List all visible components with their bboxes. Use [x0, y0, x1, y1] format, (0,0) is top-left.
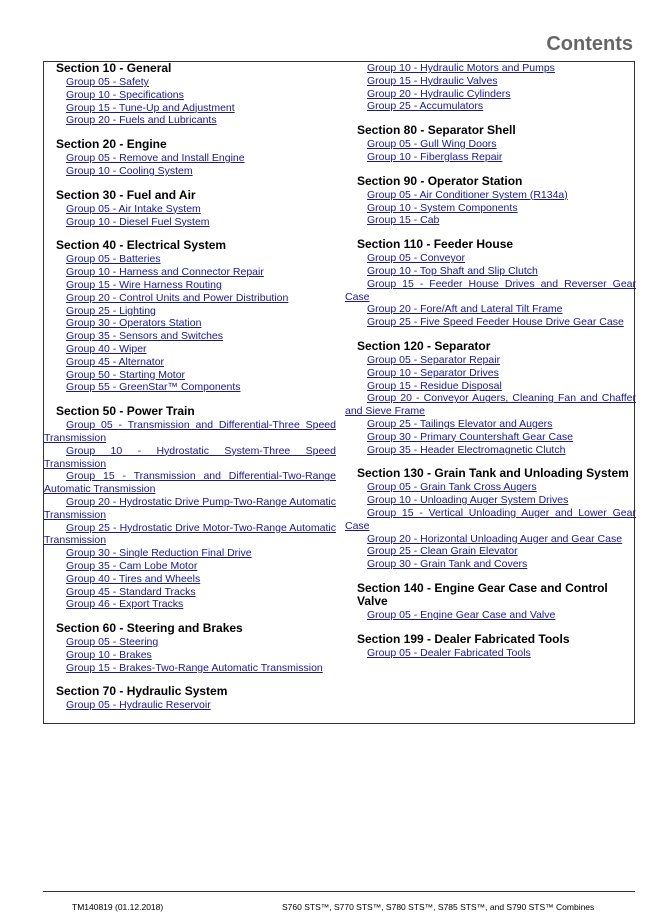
group-link[interactable]: Group 15 - Transmission and Differential-Two-Range Automatic Transmission — [44, 470, 336, 496]
section-title: Section 10 - General — [56, 61, 172, 75]
group-link[interactable]: Group 15 - Cab — [367, 214, 440, 227]
group-link[interactable]: Group 46 - Export Tracks — [66, 598, 184, 611]
group-link[interactable]: Group 05 - Air Conditioner System (R134a) — [367, 188, 568, 201]
section-title: Section 90 - Operator Station — [357, 173, 523, 188]
section — [345, 113, 636, 164]
group-link[interactable]: Group 05 - Gull Wing Doors — [367, 138, 497, 151]
section — [345, 227, 636, 329]
section-title: Section 20 - Engine — [56, 137, 167, 152]
group-link[interactable]: Group 55 - GreenStar™ Components — [66, 381, 241, 394]
group-link[interactable]: Group 25 - Hydrostatic Drive Motor-Two-Range Automatic Transmission — [44, 521, 336, 547]
section — [345, 622, 636, 660]
group-link[interactable]: Group 30 - Operators Station — [66, 317, 202, 330]
group-link[interactable]: Group 30 - Grain Tank and Covers — [367, 558, 528, 571]
section — [44, 228, 336, 394]
section — [44, 674, 336, 712]
group-link[interactable]: Group 05 - Engine Gear Case and Valve — [367, 608, 556, 621]
section — [44, 178, 336, 229]
section-title: Section 70 - Hydraulic System — [56, 684, 228, 699]
section-title: Section 60 - Steering and Brakes — [56, 621, 243, 636]
group-link[interactable]: Group 05 - Dealer Fabricated Tools — [367, 646, 531, 659]
group-link[interactable]: Group 40 - Wiper — [66, 342, 147, 355]
group-link[interactable]: Group 10 - Specifications — [66, 88, 184, 101]
footer-rule — [43, 891, 635, 892]
left-column — [44, 62, 336, 712]
group-link[interactable]: Group 25 - Five Speed Feeder House Drive Gear Case — [367, 316, 624, 329]
group-link[interactable]: Group 15 - Wire Harness Routing — [66, 278, 222, 291]
section — [345, 571, 636, 622]
section — [44, 62, 336, 127]
group-link[interactable]: Group 10 - Brakes — [66, 648, 152, 661]
group-link[interactable]: Group 25 - Clean Grain Elevator — [367, 545, 518, 558]
group-link[interactable]: Group 35 - Sensors and Switches — [66, 330, 223, 343]
section — [345, 456, 636, 571]
group-link[interactable]: Group 05 - Steering — [66, 636, 159, 649]
group-link[interactable]: Group 10 - Fiberglass Repair — [367, 150, 503, 163]
section-title: Section 110 - Feeder House — [357, 237, 514, 252]
section-title: Section 40 - Electrical System — [56, 238, 227, 253]
section-title: Section 50 - Power Train — [56, 404, 195, 419]
section-title: Section 140 - Engine Gear Case and Control Valve — [357, 580, 608, 608]
section-title: Section 30 - Fuel and Air — [56, 187, 196, 202]
page-title: Contents — [546, 33, 633, 55]
group-link[interactable]: Group 20 - Conveyor Augers, Cleaning Fan and Chaffer and Sieve Frame — [345, 392, 636, 418]
group-link[interactable]: Group 40 - Tires and Wheels — [66, 572, 201, 585]
group-link[interactable]: Group 10 - Hydraulic Motors and Pumps — [367, 62, 555, 74]
group-link[interactable]: Group 35 - Header Electromagnetic Clutch — [367, 443, 566, 456]
group-link[interactable]: Group 10 - Top Shaft and Slip Clutch — [367, 264, 538, 277]
section-title: Section 120 - Separator — [357, 338, 491, 353]
section — [44, 394, 336, 611]
group-link[interactable]: Group 20 - Fore/Aft and Lateral Tilt Frame — [367, 303, 563, 316]
group-link[interactable]: Group 30 - Primary Countershaft Gear Case — [367, 430, 574, 443]
group-link[interactable]: Group 30 - Single Reduction Final Drive — [66, 547, 252, 560]
group-link[interactable]: Group 05 - Conveyor — [367, 252, 466, 265]
group-link[interactable]: Group 05 - Air Intake System — [66, 202, 201, 215]
group-link[interactable]: Group 10 - Unloading Auger System Drives — [367, 494, 569, 507]
group-link[interactable]: Group 15 - Brakes-Two-Range Automatic Transmission — [66, 661, 323, 674]
section-title: Section 130 - Grain Tank and Unloading System — [357, 466, 629, 481]
group-link[interactable]: Group 05 - Batteries — [66, 253, 161, 266]
group-link[interactable]: Group 20 - Fuels and Lubricants — [66, 114, 217, 127]
group-link[interactable]: Group 05 - Safety — [66, 76, 149, 88]
group-link[interactable]: Group 50 - Starting Motor — [66, 368, 186, 381]
group-link[interactable]: Group 45 - Standard Tracks — [66, 585, 196, 598]
footer-models: S760 STS™, S770 STS™, S780 STS™, S785 STS™, and S790 STS™ Combines — [282, 902, 595, 912]
group-link[interactable]: Group 20 - Horizontal Unloading Auger and Gear Case — [367, 532, 623, 545]
group-link[interactable]: Group 25 - Accumulators — [367, 100, 484, 113]
group-link[interactable]: Group 15 - Residue Disposal — [367, 379, 502, 392]
section-title: Section 80 - Separator Shell — [357, 123, 516, 138]
group-link[interactable]: Group 05 - Transmission and Differential-Three Speed Transmission — [44, 419, 336, 444]
group-link[interactable]: Group 15 - Tune-Up and Adjustment — [66, 101, 235, 114]
group-link[interactable]: Group 05 - Separator Repair — [367, 353, 501, 366]
group-link[interactable]: Group 20 - Hydrostatic Drive Pump-Two-Range Automatic Transmission — [44, 495, 336, 521]
group-link[interactable]: Group 15 - Feeder House Drives and Reverser Gear Case — [345, 277, 636, 303]
footer-doc-id: TM140819 (01.12.2018) — [72, 902, 164, 912]
contents-box — [43, 61, 635, 724]
group-link[interactable]: Group 25 - Lighting — [66, 304, 156, 317]
group-link[interactable]: Group 10 - System Components — [367, 201, 518, 214]
group-link[interactable]: Group 05 - Grain Tank Cross Augers — [367, 481, 537, 494]
group-link[interactable]: Group 45 - Alternator — [66, 355, 165, 368]
section — [44, 611, 336, 674]
group-link[interactable]: Group 10 - Harness and Connector Repair — [66, 266, 264, 279]
group-link[interactable]: Group 05 - Remove and Install Engine — [66, 152, 245, 165]
group-link[interactable]: Group 05 - Hydraulic Reservoir — [66, 699, 211, 712]
section — [44, 127, 336, 178]
group-link[interactable]: Group 10 - Separator Drives — [367, 366, 499, 379]
group-link[interactable]: Group 35 - Cam Lobe Motor — [66, 559, 198, 572]
group-link[interactable]: Group 10 - Hydrostatic System-Three Speed Transmission — [44, 444, 336, 470]
group-link[interactable]: Group 25 - Tailings Elevator and Augers — [367, 417, 553, 430]
group-link[interactable]: Group 10 - Cooling System — [66, 164, 193, 177]
right-column — [345, 62, 636, 660]
section-title: Section 199 - Dealer Fabricated Tools — [357, 631, 570, 646]
group-link[interactable]: Group 20 - Hydraulic Cylinders — [367, 87, 511, 100]
section — [345, 329, 636, 456]
group-link[interactable]: Group 20 - Control Units and Power Distribution — [66, 291, 289, 304]
group-link[interactable]: Group 15 - Vertical Unloading Auger and Lower Gear Case — [345, 506, 636, 532]
group-link[interactable]: Group 15 - Hydraulic Valves — [367, 74, 498, 87]
group-link[interactable]: Group 10 - Diesel Fuel System — [66, 215, 210, 228]
section — [345, 164, 636, 227]
